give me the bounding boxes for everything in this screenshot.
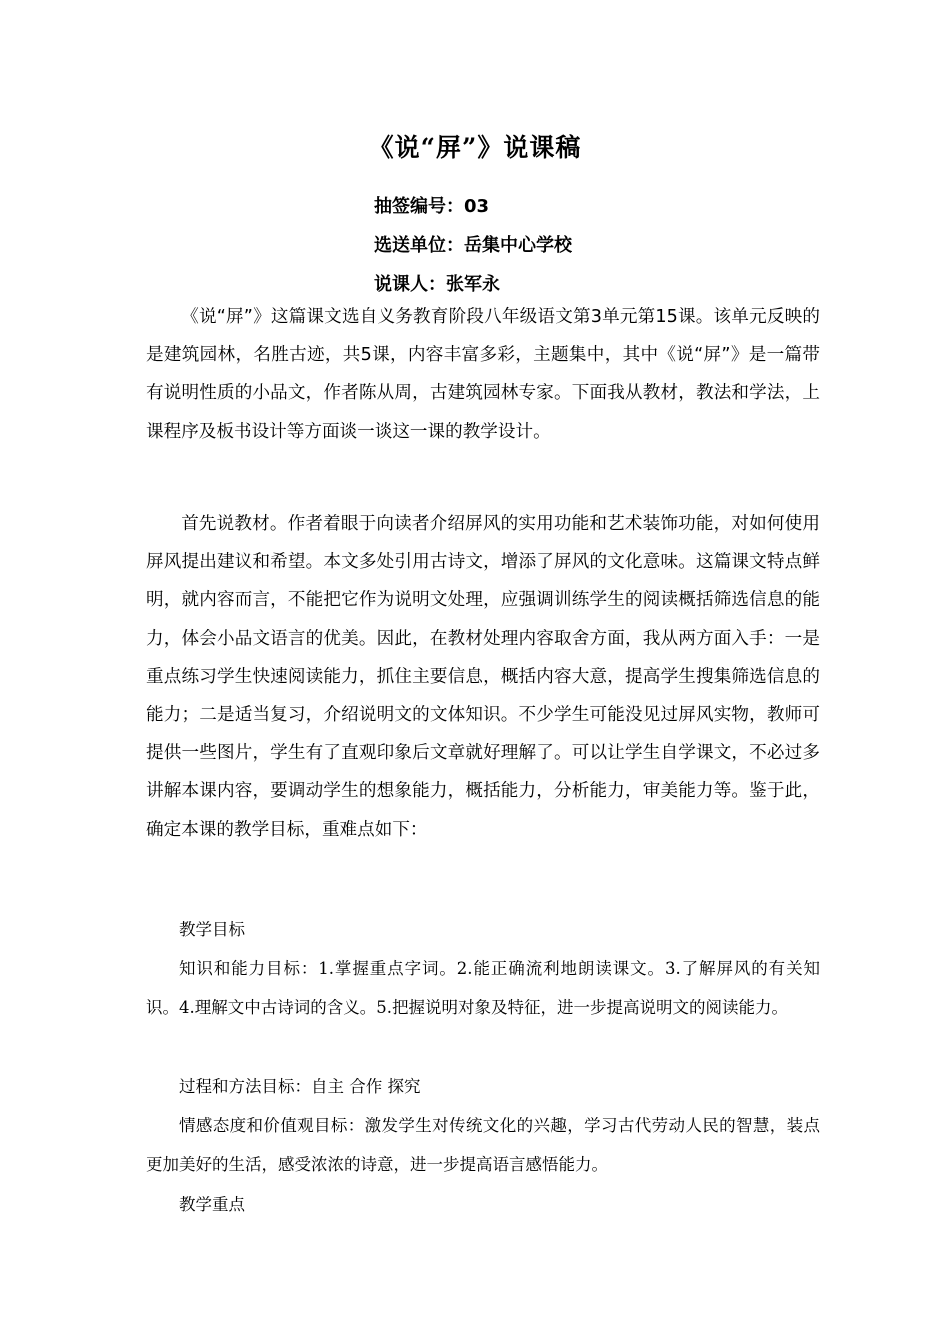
emotion-goal: 情感态度和价值观目标：激发学生对传统文化的兴趣，学习古代劳动人民的智慧，装点更加美好的生活，感受浓浓的诗意，进一步提高语言感悟能力。: [146, 1116, 820, 1174]
teaching-goals-heading: 教学目标: [179, 920, 245, 939]
knowledge-goal: 知识和能力目标：1.掌握重点字词。2.能正确流利地朗读课文。3.了解屏风的有关知识。4.理解文中古诗词的含义。5.把握说明对象及特征，进一步提高说明文的阅读能力。: [146, 959, 820, 1017]
intro-paragraph: 《说“屏”》这篇课文选自义务教育阶段八年级语文第3单元第15课。该单元反映的是建筑园林，名胜古迹，共5课，内容丰富多彩，主题集中，其中《说“屏”》是一篇带有说明性质的小品文，作者陈从周，古建筑园林专家。下面我从教材，教法和学法，上课程序及板书设计等方面谈一谈这一课的教学设计。: [146, 307, 820, 442]
submitting-unit: 选送单位：岳集中心学校: [374, 235, 572, 256]
lottery-number: 抽签编号：03: [374, 196, 490, 217]
key-points-heading: 教学重点: [179, 1195, 245, 1214]
process-goal: 过程和方法目标：自主 合作 探究: [179, 1077, 421, 1096]
textbook-paragraph: 首先说教材。作者着眼于向读者介绍屏风的实用功能和艺术装饰功能，对如何使用屏风提出建议和希望。本文多处引用古诗文，增添了屏风的文化意味。这篇课文特点鲜明，就内容而言，不能把它作为说明文处理，应强调训练学生的阅读概括筛选信息的能力，体会小品文语言的优美。因此，在教材处理内容取舍方面，我从两方面入手：一是重点练习学生快速阅读能力，抓住主要信息，概括内容大意，提高学生搜集筛选信息的能力；二是适当复习，介绍说明文的文体知识。不少学生可能没见过屏风实物，教师可提供一些图片，学生有了直观印象后文章就好理解了。可以让学生自学课文，不必过多讲解本课内容，要调动学生的想象能力，概括能力，分析能力，审美能力等。鉴于此，确定本课的教学目标，重难点如下：: [146, 514, 820, 840]
document-title: 《说“屏”》说课稿: [368, 133, 582, 162]
speaker: 说课人：张军永: [374, 274, 500, 295]
